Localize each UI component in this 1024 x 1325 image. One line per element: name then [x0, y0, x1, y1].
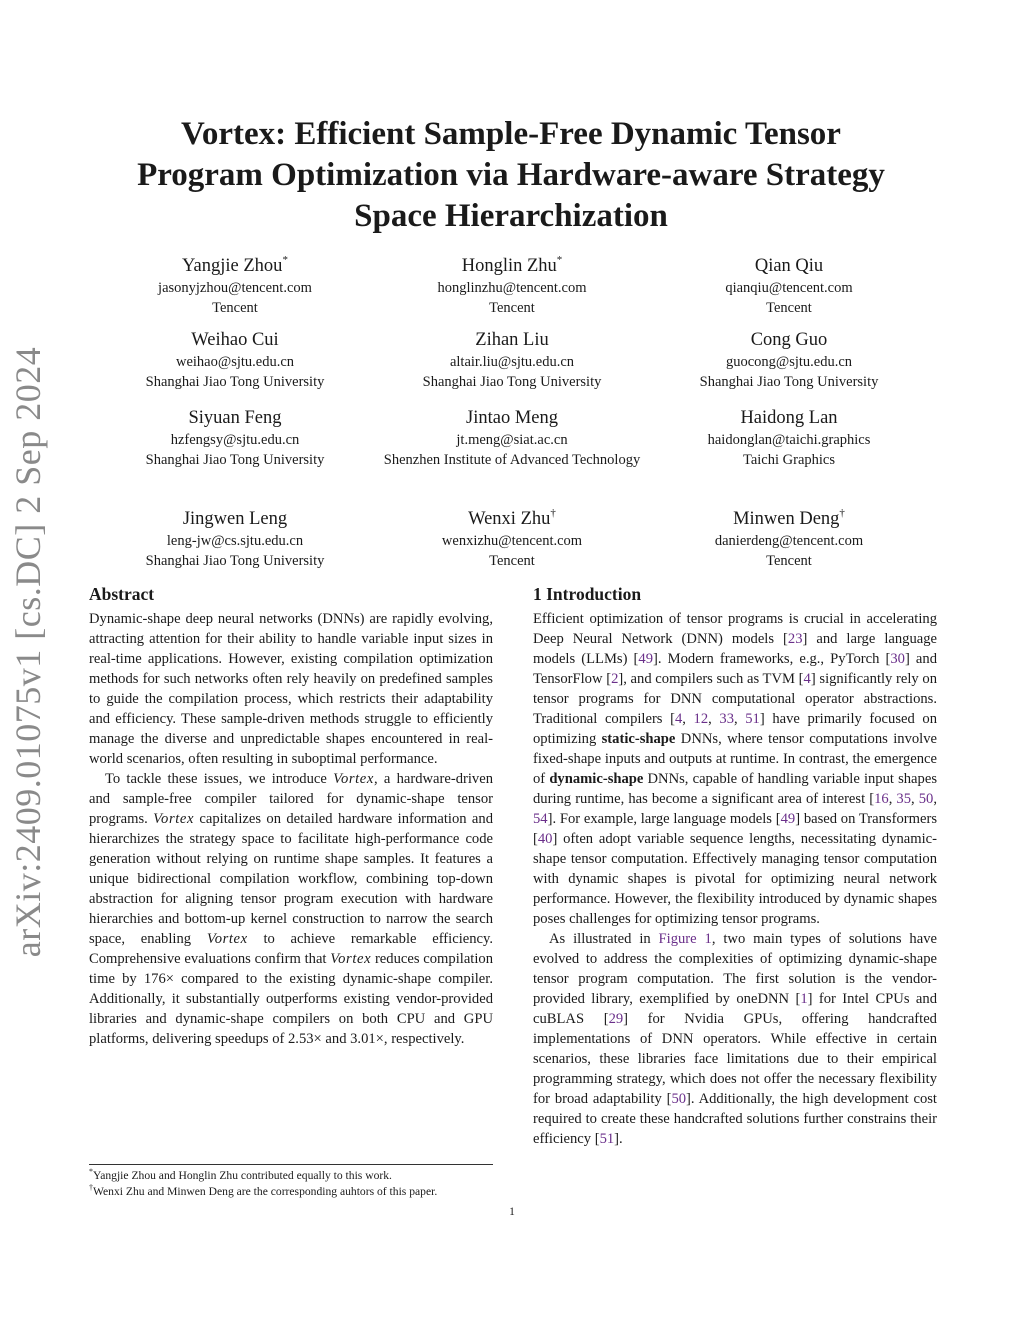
citation-link[interactable]: 4 — [674, 711, 683, 727]
author-email: honglinzhu@tencent.com — [437, 280, 587, 296]
author-card — [651, 406, 927, 470]
author-name: Yangjie Zhou* — [182, 254, 288, 276]
author-name: Jintao Meng — [466, 408, 558, 428]
author-affiliation: Tencent — [766, 300, 812, 316]
author-email: weihao@sjtu.edu.cn — [175, 354, 295, 370]
text-run: DNNs, where tensor computations involve fixed-shape inputs and outputs at runtime. In contrast, the emergence of — [533, 731, 937, 787]
text-run: ] and large language models (LLMs) [ — [533, 631, 938, 667]
citation-link[interactable]: 4 — [803, 671, 811, 687]
text-run: ] significantly rely on tensor programs for DNN computational operator abstractions. Traditional compilers [ — [533, 671, 937, 727]
author-email: leng-jw@cs.sjtu.edu.cn — [166, 533, 304, 549]
author-card — [651, 254, 927, 318]
text-run: , — [682, 711, 694, 727]
author-card — [374, 254, 650, 318]
citation-link[interactable]: 49 — [638, 651, 654, 667]
footnote-divider — [89, 1164, 493, 1165]
text-run: , — [733, 711, 746, 727]
text-run: ] and TensorFlow [ — [533, 651, 937, 687]
text-run: , two main types of solutions have evolved to address the complexities of optimizing dynamic-shape tensor program computation. The first solution is the vendor-provided library, exemplified by oneDNN [ — [533, 931, 937, 1007]
author-affiliation: Shanghai Jiao Tong University — [422, 374, 602, 390]
author-affiliation: Tencent — [212, 300, 258, 316]
citation-link[interactable]: 29 — [608, 1011, 624, 1027]
text-run: ], and compilers such as TVM [ — [618, 671, 804, 687]
author-name: Zihan Liu — [475, 330, 549, 350]
author-affiliation: Tencent — [766, 553, 812, 569]
bold-term: dynamic-shape — [549, 771, 644, 787]
text-run: , — [888, 791, 897, 807]
author-name: Haidong Lan — [740, 408, 838, 428]
author-name: Cong Guo — [750, 330, 828, 350]
author-affiliation: Shenzhen Institute of Advanced Technology — [383, 452, 641, 468]
page-number: 1 — [509, 1206, 515, 1218]
footnote-corresponding-authors: †Wenxi Zhu and Minwen Deng are the corresponding auhtors of this paper. — [89, 1183, 438, 1198]
citation-link[interactable]: 50 — [671, 1091, 687, 1107]
arxiv-stamp: arXiv:2409.01075v1 [cs.DC] 2 Sep 2024 — [8, 346, 48, 958]
abstract-heading: Abstract — [89, 584, 155, 604]
author-email: jasonyjzhou@tencent.com — [158, 280, 312, 296]
author-name: Wenxi Zhu† — [468, 507, 556, 529]
author-name: Jingwen Leng — [182, 509, 288, 529]
author-name: Minwen Deng† — [733, 507, 845, 529]
author-email: wenxizhu@tencent.com — [441, 533, 583, 549]
author-email: guocong@sjtu.edu.cn — [725, 354, 853, 370]
author-email: jt.meng@siat.ac.cn — [456, 432, 568, 448]
citation-link[interactable]: 51 — [745, 711, 760, 727]
author-name: Qian Qiu — [754, 256, 824, 276]
introduction-heading: 1 Introduction — [533, 584, 642, 604]
citation-link[interactable]: 33 — [719, 711, 734, 727]
text-run: Efficient optimization of tensor programs is crucial in accelerating Deep Neural Network (DNN) models [ — [533, 611, 937, 647]
author-card — [651, 328, 927, 392]
author-card — [97, 406, 373, 470]
text-run: ]. Additionally, the high development cost required to create these handcrafted solutions further constrains their efficiency [ — [533, 1091, 937, 1147]
text-run: ] based on Transformers [ — [533, 811, 937, 847]
abstract-paragraph-2: To tackle these issues, we introduce Vortex, a hardware-driven and sample-free compiler tailored for dynamic-shape tensor programs. Vortex capitalizes on detailed hardware information and hierarchizes the strategy space to facilitate high-performance code generation without relying on runtime shape samples. It features a unique bidirectional compilation workflow, combining top-down abstraction for aligning tensor program execution with hardware hierarchies and bottom-up kernel construction to narrow the search space, enabling Vortex to achieve remarkable efficiency. Comprehensive evaluations confirm that Vortex reduces compilation time by 176× compared to the existing dynamic-shape compiler. Additionally, it substantially outperforms existing vendor-provided libraries and dynamic-shape compilers on both CPU and GPU platforms, delivering speedups of 2.53× and 3.01×, respectively. — [89, 771, 494, 1047]
text-run: , — [933, 791, 937, 807]
left-column — [89, 583, 493, 1049]
citation-link[interactable]: 40 — [537, 831, 553, 847]
author-name: Siyuan Feng — [188, 408, 282, 428]
text-run: ]. Modern frameworks, e.g., PyTorch [ — [653, 651, 891, 667]
text-run: ] have primarily focused on optimizing — [533, 711, 937, 747]
system-name: Vortex — [206, 931, 248, 947]
author-email: altair.liu@sjtu.edu.cn — [449, 354, 575, 370]
citation-link[interactable]: 30 — [890, 651, 905, 667]
citation-link[interactable]: 16 — [874, 791, 889, 807]
intro-paragraph-2 — [533, 929, 937, 1149]
text-run: ]. For example, large language models [ — [547, 811, 781, 827]
footnotes — [89, 1168, 509, 1200]
author-note-mark: † — [839, 507, 845, 519]
system-name: Vortex — [153, 811, 195, 827]
author-email: hzfengsy@sjtu.edu.cn — [170, 432, 300, 448]
intro-paragraph-1 — [533, 609, 937, 929]
author-affiliation: Tencent — [489, 553, 535, 569]
author-affiliation: Taichi Graphics — [743, 452, 835, 468]
author-affiliation: Shanghai Jiao Tong University — [145, 374, 325, 390]
citation-link[interactable]: 35 — [896, 791, 912, 807]
text-run: ] for Nvidia GPUs, offering handcrafted implementations of DNN operators. While effective in certain scenarios, these libraries face limitations due to their empirical programming strategy, which does not offer the necessary flexibility for broad adaptability [ — [533, 1011, 937, 1107]
text-run: , — [911, 791, 919, 807]
author-affiliation: Tencent — [489, 300, 535, 316]
footnote-equal-contribution: *Yangjie Zhou and Honglin Zhu contributed equally to this work. — [89, 1167, 392, 1182]
author-name: Honglin Zhu* — [461, 254, 563, 276]
author-card — [374, 406, 650, 470]
author-card — [97, 507, 373, 571]
author-affiliation: Shanghai Jiao Tong University — [699, 374, 879, 390]
author-email: haidonglan@taichi.graphics — [707, 432, 871, 448]
author-affiliation: Shanghai Jiao Tong University — [145, 553, 325, 569]
paper-title: Vortex: Efficient Sample-Free Dynamic Tensor Program Optimization via Hardware-aware Strategy Space Hierarchization — [137, 116, 885, 234]
text-run: , — [708, 711, 720, 727]
citation-link[interactable]: 1 — [800, 991, 808, 1007]
citation-link[interactable]: 49 — [780, 811, 796, 827]
text-run: ] often adopt variable sequence lengths, necessitating dynamic-shape tensor computation. Effectively managing tensor computation with dynamic shapes is pivotal for optimizing neural network performance. However, the flexibility introduced by dynamic shapes poses challenges for optimizing tensor programs. — [533, 831, 937, 927]
citation-link[interactable]: 2 — [611, 671, 619, 687]
author-email: danierdeng@tencent.com — [714, 533, 864, 549]
author-card — [374, 507, 650, 571]
author-note-mark: † — [550, 507, 556, 519]
bold-term: static-shape — [601, 731, 676, 747]
citation-link[interactable]: 23 — [787, 631, 803, 647]
citation-link[interactable]: Figure 1 — [658, 931, 712, 947]
author-affiliation: Shanghai Jiao Tong University — [145, 452, 325, 468]
text-run: ] for Intel CPUs and cuBLAS [ — [533, 991, 937, 1027]
citation-link[interactable]: 51 — [599, 1131, 615, 1147]
author-card — [374, 328, 650, 392]
author-note-mark: * — [556, 254, 563, 266]
text-run: As illustrated in — [549, 931, 659, 947]
system-name: Vortex — [330, 951, 372, 967]
author-card — [97, 328, 373, 392]
author-card — [651, 507, 927, 571]
author-card — [97, 254, 373, 318]
author-email: qianqiu@tencent.com — [725, 280, 853, 296]
citation-link[interactable]: 50 — [918, 791, 934, 807]
system-name: Vortex — [333, 771, 374, 787]
author-note-mark: * — [282, 254, 288, 266]
author-block — [97, 254, 927, 574]
right-column — [533, 583, 937, 1149]
abstract-paragraph-1: Dynamic-shape deep neural networks (DNNs) are rapidly evolving, attracting attention for their ability to handle variable input sizes in real-time applications. However, existing compilation optimization methods for such networks often rely heavily on predefined samples to guide the compilation process, which restricts their adaptability and efficiency. These sample-driven methods struggle to efficiently manage the diverse and unpredictable shapes encountered in real-world scenarios, often resulting in suboptimal performance. — [89, 611, 493, 767]
citation-link[interactable]: 54 — [533, 811, 548, 827]
citation-link[interactable]: 12 — [693, 711, 709, 727]
text-run: ]. — [614, 1131, 623, 1147]
text-run: DNNs, capable of handling variable input shapes during runtime, has become a significant area of interest [ — [533, 771, 937, 807]
author-name: Weihao Cui — [191, 330, 279, 350]
